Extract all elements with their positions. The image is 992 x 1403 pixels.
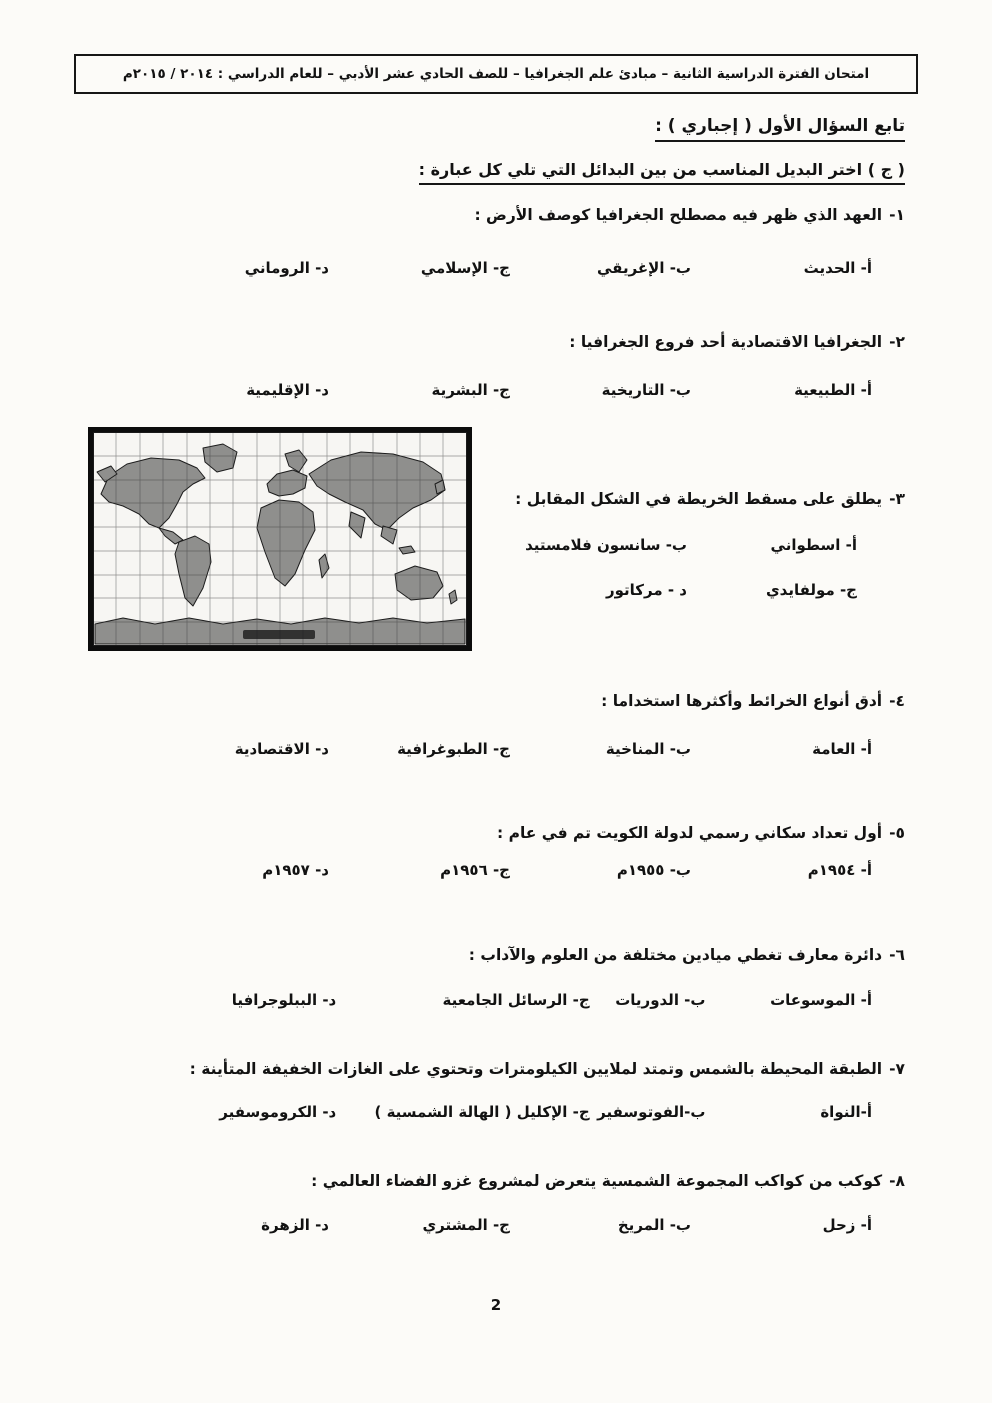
question-2 (40, 333, 905, 351)
question-1-option-d: د- الروماني (244, 259, 329, 277)
question-6-text: دائرة معارف تغطي ميادين مختلفة من العلوم والآداب : (468, 946, 883, 964)
question-5-number: ٥- (889, 824, 905, 842)
question-3-option-d: د - مركاتور (605, 581, 687, 599)
question-3-option-a: أ- اسطواني (770, 536, 857, 554)
question-8-option-c: ج- المشتري (422, 1216, 510, 1234)
question-2-option-a: أ- الطبيعية (794, 381, 872, 399)
section-instruction: ( ج ) اختر البديل المناسب من بين البدائل التي تلي كل عبارة : (419, 160, 905, 185)
question-1-option-b: ب- الإغريقي (596, 259, 691, 277)
question-3-text: يطلق على مسقط الخريطة في الشكل المقابل : (515, 490, 883, 508)
question-6-option-c: ج- الرسائل الجامعية (442, 991, 590, 1009)
question-6-option-b: ب- الدوريات (615, 991, 706, 1009)
question-7-option-a: أ-النواة (820, 1103, 872, 1121)
question-3-number: ٣- (889, 490, 905, 508)
question-2-text: الجغرافيا الاقتصادية أحد فروع الجغرافيا : (569, 333, 883, 351)
question-4-number: ٤- (889, 692, 905, 710)
question-1 (40, 206, 905, 224)
question-8-text: كوكب من كواكب المجموعة الشمسية يتعرض لمشروع غزو الفضاء العالمي : (311, 1172, 883, 1190)
page-number: 2 (490, 1296, 502, 1314)
question-7 (40, 1060, 905, 1078)
question-5-text: أول تعداد سكاني رسمي لدولة الكويت تم في عام : (497, 824, 883, 842)
question-6-number: ٦- (889, 946, 905, 964)
question-5-option-a: أ- ١٩٥٤م (807, 861, 872, 879)
question-8 (40, 1172, 905, 1190)
question-7-options (148, 1103, 872, 1121)
question-6-options (148, 991, 872, 1009)
question-7-text: الطبقة المحيطة بالشمس وتمتد لملايين الكيلومترات وتحتوي على الغازات الخفيفة المتأينة : (189, 1060, 883, 1078)
question-1-options (148, 259, 872, 277)
question-1-text: العهد الذي ظهر فيه مصطلح الجغرافيا كوصف الأرض : (474, 206, 883, 224)
question-7-option-c: ج- الإكليل ( الهالة الشمسية ) (374, 1103, 590, 1121)
question-3-options-row-1 (525, 536, 857, 554)
question-7-option-b: ب-الفوتوسفير (597, 1103, 706, 1121)
question-7-option-d: د- الكروموسفير (219, 1103, 337, 1121)
question-2-option-d: د- الإقليمية (246, 381, 329, 399)
question-8-options (148, 1216, 872, 1234)
question-2-number: ٢- (889, 333, 905, 351)
question-5-option-c: ج- ١٩٥٦م (440, 861, 510, 879)
question-1-option-c: ج- الإسلامي (420, 259, 510, 277)
question-2-option-b: ب- التاريخية (601, 381, 691, 399)
exam-header-text: امتحان الفترة الدراسية الثانية – مبادئ علم الجغرافيا – للصف الحادي عشر الأدبي – للعام الدراسي : ٢٠١٤ / ٢٠١٥م (122, 66, 870, 82)
question-3-option-c: ج- مولفايدي (765, 581, 857, 599)
question-5-options (148, 861, 872, 879)
question-6 (40, 946, 905, 964)
map-caption-smudge (243, 630, 315, 639)
question-4-option-d: د- الاقتصادية (234, 740, 329, 758)
exam-header-box (74, 54, 918, 94)
question-4-option-c: ج- الطبوغرافية (397, 740, 510, 758)
question-8-number: ٨- (889, 1172, 905, 1190)
section-title: تابع السؤال الأول ( إجباري ) : (655, 116, 905, 142)
question-4-options (148, 740, 872, 758)
question-8-option-a: أ- زحل (822, 1216, 872, 1234)
question-1-option-a: أ- الحديث (803, 259, 872, 277)
world-map (93, 432, 467, 646)
question-4-option-a: أ- العامة (812, 740, 872, 758)
question-8-option-d: د- الزهرة (261, 1216, 329, 1234)
question-8-option-b: ب- المريخ (617, 1216, 691, 1234)
question-6-option-a: أ- الموسوعات (770, 991, 872, 1009)
question-3 (40, 490, 905, 508)
question-3-option-b: ب- سانسون فلامستيد (525, 536, 687, 554)
question-4-option-b: ب- المناخية (605, 740, 691, 758)
question-5 (40, 824, 905, 842)
question-1-number: ١- (889, 206, 905, 224)
question-2-options (148, 381, 872, 399)
question-4-text: أدق أنواع الخرائط وأكثرها استخداما : (601, 692, 883, 710)
question-5-option-d: د- ١٩٥٧م (262, 861, 329, 879)
question-4 (40, 692, 905, 710)
world-map-figure (88, 427, 472, 651)
question-5-option-b: ب- ١٩٥٥م (616, 861, 691, 879)
question-3-options-row-2 (606, 581, 857, 599)
question-2-option-c: ج- البشرية (431, 381, 510, 399)
question-6-option-d: د- الببلوجرافيا (231, 991, 337, 1009)
question-7-number: ٧- (889, 1060, 905, 1078)
